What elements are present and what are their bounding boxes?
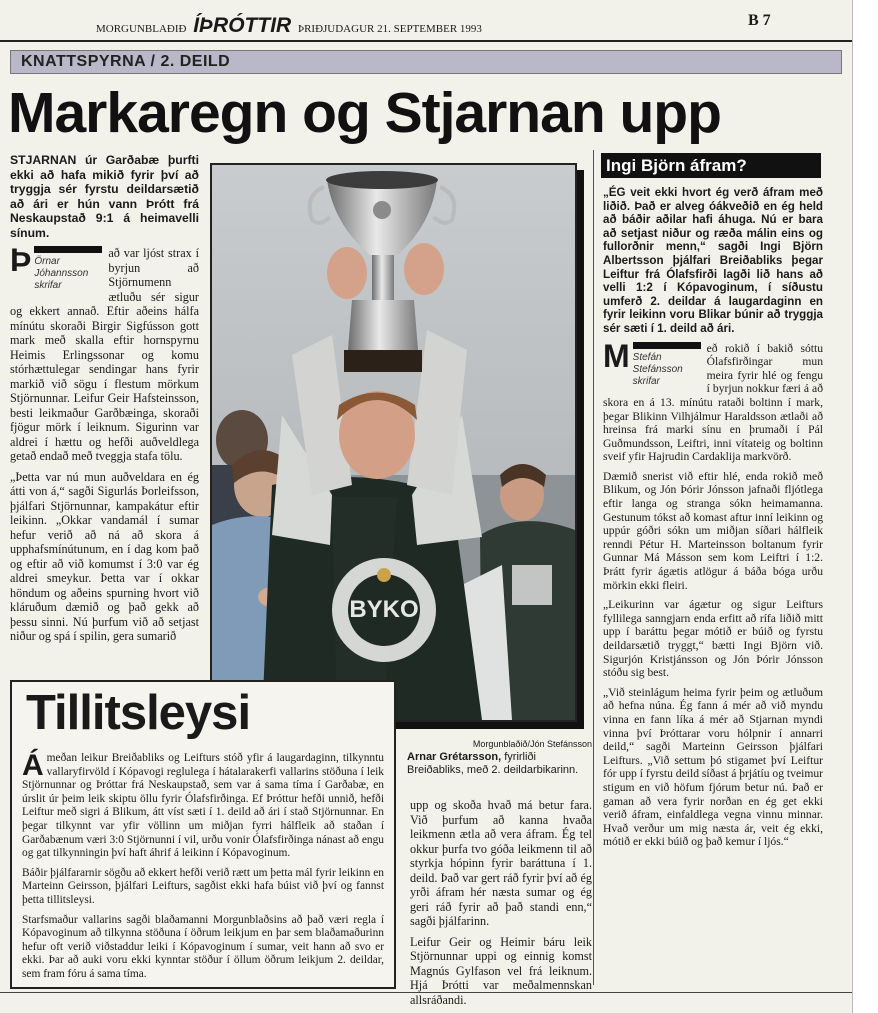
caption-text: fyrirliði Breiðabliks, með 2. deildarbikarinn. bbox=[407, 751, 579, 776]
main-paragraph bbox=[10, 242, 199, 464]
section-banner-label: KNATTSPYRNA / 2. DEILD bbox=[21, 53, 231, 70]
main-headline: Markaregn og Stjarnan upp bbox=[8, 81, 721, 145]
main-article-continuation bbox=[410, 798, 592, 1013]
photo-credit: Morgunblaðið/Jón Stefánsson bbox=[472, 739, 592, 749]
sidebar-byline: Stefán Stefánsson skrifar bbox=[633, 342, 701, 388]
main-paragraph-text: að var ljóst strax í byrjun að Stjörnumenn ætluðu sér sigur og ekkert annað. Eftir aðeins hálfa mínútu skoraði Birgir Sigfússon gott mark með skalla eftir hornspyrnu Heimis Erlingssonar og komu stórhættulegar sendingar hans fyrir markið við sögu í flestum mörkum Stjörnunnar. Leifur Geir Hafsteinsson, besti leikmaður Garðbæinga, skoraði fjögur mörk í leiknum. Sigurinn var aldrei í hættu og hefði auðveldlega getað endað með tveggja stafa tölu. bbox=[10, 246, 199, 463]
photo-image bbox=[212, 165, 575, 720]
box-paragraph bbox=[22, 749, 384, 861]
bottom-rule bbox=[0, 992, 852, 993]
masthead bbox=[96, 14, 482, 38]
sidebar-paragraph-text: eð rokið í bakið sóttu Ólafsfirðingar mun meira fyrir hlé og fengu í byrjun nokkur færi á að skora en á 13. mínútu rataði boltinn í mark, þegar Blikinn Vilhjálmur Haraldsson ætlaði að hreinsa frá marki sínu en þrumaði í Pál Guðmundsson, Leiftri, inni vítateig og boltinn sveif yfir Hajrudin Cardaklija markvörð. bbox=[603, 341, 823, 464]
sidebar-paragraph: Dæmið snerist við eftir hlé, enda rokið með Blikum, og Jón Þórir Jónsson jafnaði fljótlega eftir langa og stranga sókn heimamanna. Gestunum tókst að komast aftur inní leikinn og uppúr góðri sókn um miðjan síðari hálfleik renndi Pétur H. Marteinsson boltanum fyrir Gunnar Má Másson sem kom Leiftri í 1:2. Þrátt fyrir ágætis atlögur á báða bóga urðu mörkin ekki fleiri. bbox=[603, 469, 823, 592]
main-article-column bbox=[10, 153, 199, 650]
box-paragraph: Báðir þjálfararnir sögðu að ekkert hefði verið rætt um þetta mál fyrir leikinn en Marteinn Geirsson, þjálfari Leifturs, sagðist ekki hafa búist við því og fannst þetta tillitsleysi. bbox=[22, 866, 384, 906]
continuation-paragraph: Leifur Geir og Heimir báru leik Stjörnunnar uppi og einnig komst Magnús Gylfason vel frá leiknum. Hjá Þrótti var meðalmennskan allsráðandi. bbox=[410, 934, 592, 1007]
issue-date: ÞRIÐJUDAGUR 21. SEPTEMBER 1993 bbox=[297, 23, 482, 35]
section-banner bbox=[10, 50, 842, 74]
main-byline: Örnar Jóhannsson skrifar bbox=[34, 246, 102, 292]
column-rule bbox=[593, 150, 594, 985]
page-edge bbox=[852, 0, 878, 1013]
sidebar-dropcap: M bbox=[603, 337, 630, 374]
sidebar-title-bar bbox=[601, 153, 821, 178]
sidebar-paragraph bbox=[603, 337, 823, 464]
photo-caption bbox=[407, 738, 592, 777]
continuation-paragraph: upp og skoða hvað má betur fara. Við þurfum að kanna hvaða leikmenn ætla að vera áfram. Ég tel okkur þurfa tvo góða leikmenn til að styrkja hópinn fyrir baráttuna í 1. deild. Það var gert ráð fyrir því að ég yrði áfram hér næsta sumar og ég geri ráð fyrir að það standi enn,“ sagði þjálfarinn. bbox=[410, 798, 592, 928]
box-text bbox=[22, 749, 384, 988]
sidebar-paragraph: „Leikurinn var ágætur og sigur Leifturs fyllilega sanngjarn enda erfitt að rífa liðið mitt upp í baráttu þegar mótið er búið og fyrstu deildarsætið tryggt,“ bætti Ingi Björn við. Sigurjón Kristjánsson og Jón Þórir Jónsson stóðu sig best. bbox=[603, 598, 823, 680]
tillitsleysi-box bbox=[10, 680, 396, 989]
box-paragraph: Starfsmaður vallarins sagði blaðamanni Morgunblaðsins að það væri regla í Kópavoginum að tilkynna stöðuna í öðrum leikjum en þar sem blaðamaðurinn hefur oft verið viðstaddur leiki í Kópavoginum í sumar, veit hann að svo er ekki. Þar að auki voru ekki kynntar stöður í öllum öðrum leikjum 2. deildar, sem fram fóru á sama tíma. bbox=[22, 913, 384, 980]
page-number: B 7 bbox=[748, 12, 771, 29]
caption-name: Arnar Grétarsson, bbox=[407, 751, 502, 763]
paper-name: MORGUNBLAÐIÐ bbox=[96, 23, 187, 35]
box-title: Tillitsleysi bbox=[26, 686, 251, 740]
sidebar-title: Ingi Björn áfram? bbox=[606, 156, 747, 175]
main-lead: STJARNAN úr Garðabæ þurfti ekki að hafa mikið fyrir því að tryggja sér fyrstu deildarsætið að ári er hún vann Þrótt frá Neskaupstað 9:1 á heimavelli sínum. bbox=[10, 153, 199, 240]
sidebar-lead: „ÉG veit ekki hvort ég verð áfram með liðið. Það er alveg óákveðið en ég held að báðir aðilar hafi áhuga. Nú er bara að setjast niður og ræða málin eins og fullorðnir menn,“ sagði Ingi Björn Albertsson þjálfari Breiðabliks þegar Leiftur frá Ólafsfirði lagði lið hans að velli 1:2 í Kópavoginum, í síðustu umferð 2. deildar á laugardaginn en fyrir leikinn voru Blikar búnir að tryggja sér sæti í 1. deild að ári. bbox=[603, 186, 823, 335]
trophy-photo bbox=[210, 163, 577, 722]
box-dropcap: Á bbox=[22, 749, 44, 782]
sidebar-column bbox=[603, 186, 823, 855]
shirt-sponsor-text: BYKO bbox=[349, 596, 419, 623]
main-dropcap: Þ bbox=[10, 242, 32, 278]
sidebar-paragraph: „Við steinlágum heima fyrir þeim og ætluðum að hefna núna. Ég fann á mér að við myndu vinna en fann líka á mér að Stjarnan myndi vinna því Þróttarar voru hólpnir í annarri deild,“ sagði Marteinn Geirsson þjálfari Leifturs. „Við settum þó stigamet því Leiftur fór upp í fyrstu deild síðast á þrjátíu og tveimur stigum en við höfum fjórum betur nú. Það er gaman að vera fyrir norðan en ég get ekki verið áfram, einfaldlega vegna vinnu minnar. Hvað verður um mig næsta ár, veit ég ekki, mótið er ekki búið og það kemur í ljós.“ bbox=[603, 685, 823, 849]
box-paragraph-text: meðan leikur Breiðabliks og Leifturs stóð yfir á laugardaginn, tilkynntu vallaryfirvöld í Kópavogi reglulega í hátalarakerfi vallarins stöðuna í leik Stjörnunnar og Þróttar frá Neskaupstað, sem var á sama tíma í Garðabæ, en úrslit úr þeim leik skiptu öllu fyrir Ólafsfirðinga. Ef Þróttur hefði unnið, hefði Leiftur með sigri á Blikum, átt víst sæti í 1. deild að ári í stað Stjörnunnar. En þegar tilkynnt var yfir völlinn um miðjan fyrri hálfleik að staðan í Garðabænum væri 3:0 Stjörnunni í vil, urðu vonir Ólafsfirðinga nánast að engu og gat tilkynningin því haft áhrif á leikinn í Kópavoginum. bbox=[22, 752, 384, 860]
main-paragraph: „Þetta var nú mun auðveldara en ég átti von á,“ sagði Sigurlás Þorleifsson, þjálfari Stjörnunnar, kampakátur eftir leikinn. „Okkar vandamál í sumar hefur verið að ná að skora á upphafsmínútunum, en í dag kom það og eftir að við komumst í 3:0 var ég aldrei smeykur. Þetta var í okkar höndum og aðeins spurning hvort við kláruðum dæmið og það gekk að þessu sinni. Nú þurfum við að setjast niður og spá í spilin, gera sumarið bbox=[10, 469, 199, 643]
section-name: ÍÞRÓTTIR bbox=[193, 14, 292, 37]
masthead-rule bbox=[0, 40, 852, 42]
